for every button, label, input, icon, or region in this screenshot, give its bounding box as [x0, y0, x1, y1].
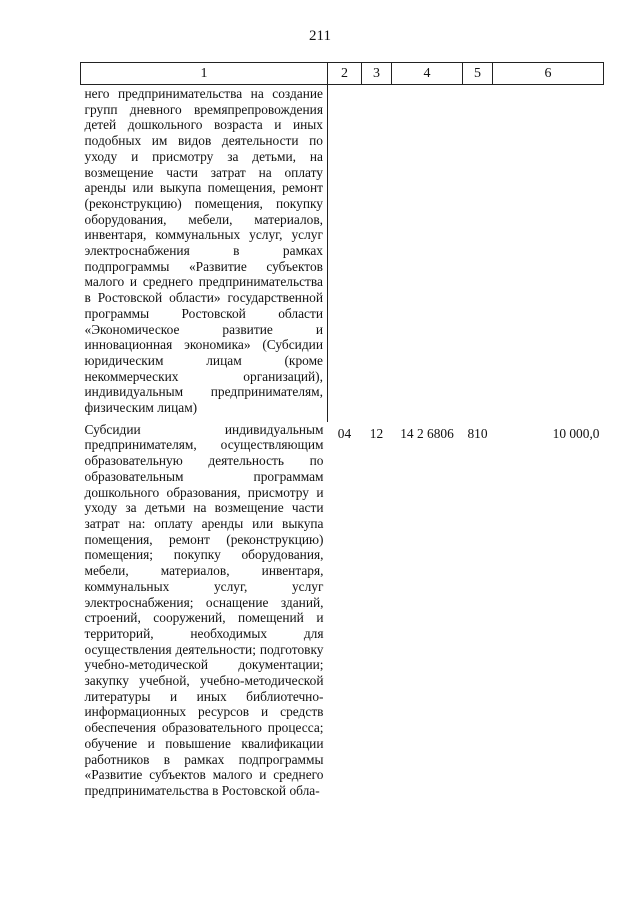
- page-number: 211: [309, 28, 331, 44]
- row-target-article: [392, 85, 463, 422]
- row-amount: [493, 85, 604, 422]
- header-col-3: 3: [362, 63, 392, 85]
- header-col-5: 5: [463, 63, 493, 85]
- row-subsection: [362, 85, 392, 422]
- row-target-article: 14 2 6806: [400, 425, 454, 441]
- row-subsection: 12: [369, 425, 384, 441]
- row-description: Субсидии индивидуальным предпринимателям, осуществляющим образовательную деятельность по образовательным программам дошкольного образования, присмотру и уходу за детьми на возмещение части затрат на: оплату аренды или выкупа помещения, ремонт (реконструкцию) помещения; покупку оборудования, мебели, материалов, инвентаря, коммунальных услуг, услуг электроснабжения; оснащение зданий, строений, сооружений, помещений и территорий, необходимых для осуществления деятельности; подготовку учебно-методической документации; закупку учебной, учебно-методической литературы и иных библиотечно-информационных ресурсов и средств обеспечения образовательного процесса; обучение и повышение квалификации работников в рамках подпрограммы «Развитие субъектов малого и среднего предпринимательства в Ростовской обла-: [84, 421, 324, 798]
- row-section: 04: [337, 425, 352, 441]
- table-row: [81, 85, 604, 422]
- row-description: него предпринимательства на создание групп дневного времяпрепровождения детей дошкольного возраста и иных подобных им видов деятельности по уходу и присмотру за детьми, на возмещение части затрат на оплату аренды или выкупа помещения, ремонт (реконструкцию) помещения, покупку оборудования, мебели, материалов, инвентаря, коммунальных услуг, услуг электроснабжения в рамках подпрограммы «Развитие субъектов малого и среднего предпринимательства в Ростовской области» государственной программы Ростовской области «Экономическое развитие и инновационная экономика» (Субсидии юридическим лицам (кроме некоммерческих организаций), индивидуальным предпринимателям, физическим лицам): [81, 85, 328, 422]
- header-col-2: 2: [328, 63, 362, 85]
- table-header-row: [81, 63, 604, 85]
- row-section: [328, 85, 362, 422]
- row-expense-type: [463, 85, 493, 422]
- row-expense-type: 810: [467, 425, 488, 441]
- header-col-6: 6: [493, 63, 604, 85]
- budget-table: [80, 62, 604, 799]
- header-col-1: 1: [81, 63, 328, 85]
- header-col-4: 4: [392, 63, 463, 85]
- row-amount: 10 000,0: [552, 425, 600, 441]
- table-row: [81, 422, 604, 799]
